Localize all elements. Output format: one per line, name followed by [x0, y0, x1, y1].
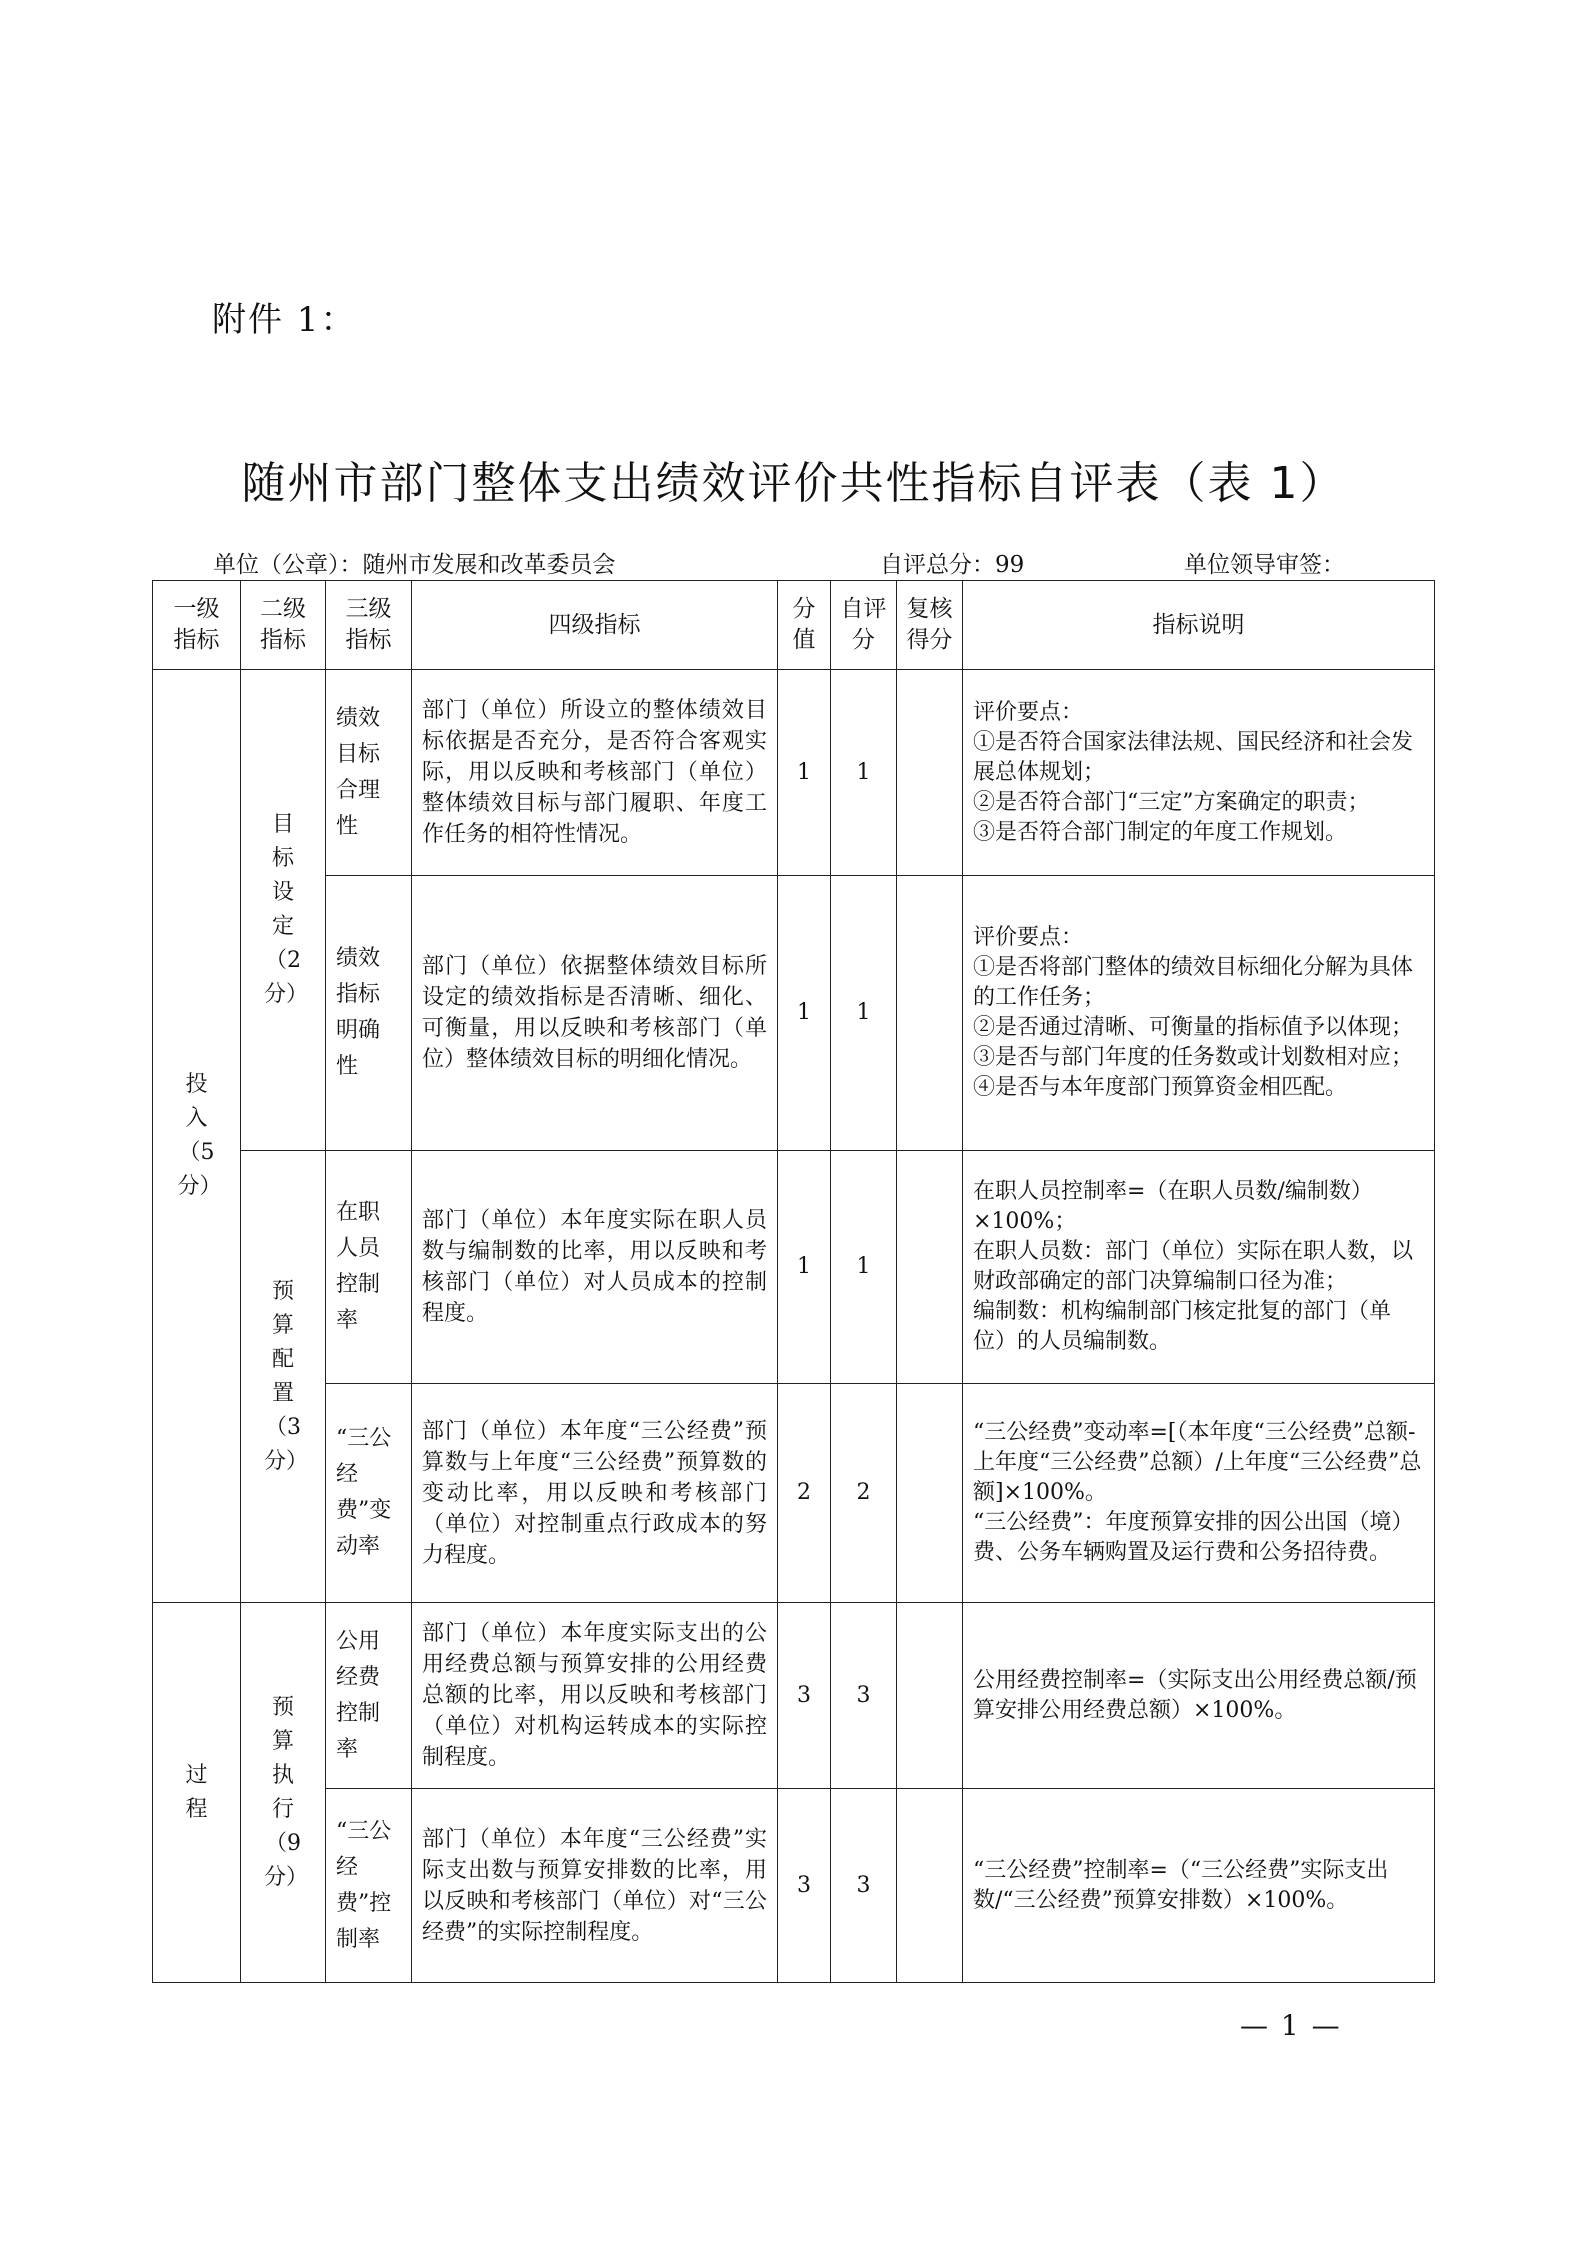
unit-name: 单位（公章）：随州市发展和改革委员会: [213, 552, 616, 578]
level4-cell: 部门（单位）本年度实际在职人员数与编制数的比率，用以反映和考核部门（单位）对人员成本的控制程度。: [412, 1151, 778, 1384]
level2-target-setting: 目标设定（2分）: [241, 670, 326, 1151]
note-line: 公用经费控制率=（实际支出公用经费总额/预算安排公用经费总额）×100%。: [973, 1667, 1417, 1723]
value-cell: 2: [778, 1384, 831, 1603]
description-cell: [963, 1789, 1435, 1983]
level4-cell: 部门（单位）本年度实际支出的公用经费总额与预算安排的公用经费总额的比率，用以反映和考核部门（单位）对机构运转成本的实际控制程度。: [412, 1603, 778, 1789]
header-level3: 三级指标: [326, 581, 412, 670]
description-cell: [963, 1384, 1435, 1603]
table-row: [153, 876, 1435, 1151]
review-score-cell: [897, 670, 963, 876]
self-score-cell: 1: [831, 1151, 897, 1384]
note-line: ②是否通过清晰、可衡量的指标值予以体现；: [973, 1015, 1414, 1040]
page-title: 随州市部门整体支出绩效评价共性指标自评表（表 1）: [241, 458, 1346, 509]
self-score-cell: 3: [831, 1603, 897, 1789]
total-score: 自评总分：99: [880, 552, 1025, 578]
review-score-cell: [897, 1603, 963, 1789]
level3-cell: 公用经费控制率: [326, 1603, 412, 1789]
level4-cell: 部门（单位）本年度“三公经费”实际支出数与预算安排数的比率，用以反映和考核部门（单位）对“三公经费”的实际控制程度。: [412, 1789, 778, 1983]
description-cell: [963, 876, 1435, 1151]
value-cell: 3: [778, 1789, 831, 1983]
note-line: 编制数：机构编制部门核定批复的部门（单位）的人员编制数。: [973, 1299, 1392, 1354]
value-cell: 3: [778, 1603, 831, 1789]
header-value: 分值: [778, 581, 831, 670]
review-score-cell: [897, 1789, 963, 1983]
level4-cell: 部门（单位）所设立的整体绩效目标依据是否充分，是否符合客观实际，用以反映和考核部门（单位）整体绩效目标与部门履职、年度工作任务的相符性情况。: [412, 670, 778, 876]
note-line: ③是否符合部门制定的年度工作规划。: [973, 819, 1348, 845]
evaluation-table: [152, 580, 1435, 1983]
note-line: 在职人员数：部门（单位）实际在职人数，以财政部确定的部门决算编制口径为准；: [973, 1239, 1414, 1294]
review-score-cell: [897, 1384, 963, 1603]
header-level1: 一级指标: [153, 581, 241, 670]
header-level2: 二级指标: [241, 581, 326, 670]
page-number: — 1 —: [1240, 2009, 1342, 2042]
level1-process: 过程: [153, 1603, 241, 1983]
level3-cell: “三公经费”变动率: [326, 1384, 412, 1603]
note-line: ①是否符合国家法律法规、国民经济和社会发展总体规划；: [973, 729, 1414, 785]
level3-cell: “三公经费”控制率: [326, 1789, 412, 1983]
note-line: ①是否将部门整体的绩效目标细化分解为具体的工作任务；: [973, 955, 1414, 1010]
table-row: [153, 1151, 1435, 1384]
header-self-score: 自评分: [831, 581, 897, 670]
review-score-cell: [897, 1151, 963, 1384]
table-row: [153, 670, 1435, 876]
note-line: ③是否与部门年度的任务数或计划数相对应；: [973, 1045, 1414, 1070]
header-review-score: 复核得分: [897, 581, 963, 670]
self-score-cell: 1: [831, 876, 897, 1151]
note-line: 评价要点：: [973, 699, 1084, 725]
level3-cell: 绩效目标合理性: [326, 670, 412, 876]
note-line: ②是否符合部门“三定”方案确定的职责；: [973, 789, 1370, 815]
value-cell: 1: [778, 1151, 831, 1384]
note-line: “三公经费”控制率=（“三公经费”实际支出数/“三公经费”预算安排数）×100%。: [973, 1857, 1389, 1913]
level4-cell: 部门（单位）依据整体绩效目标所设定的绩效指标是否清晰、细化、可衡量，用以反映和考核部门（单位）整体绩效目标的明细化情况。: [412, 876, 778, 1151]
self-score-cell: 1: [831, 670, 897, 876]
attachment-label: 附件 1：: [212, 300, 357, 340]
level2-budget-allocation: 预算配置（3分）: [241, 1151, 326, 1603]
level1-input: 投入（5分）: [153, 670, 241, 1603]
header-row: [153, 581, 1435, 670]
value-cell: 1: [778, 876, 831, 1151]
description-cell: [963, 1151, 1435, 1384]
note-line: ④是否与本年度部门预算资金相匹配。: [973, 1075, 1348, 1100]
level4-cell: 部门（单位）本年度“三公经费”预算数与上年度“三公经费”预算数的变动比率，用以反映和考核部门（单位）对控制重点行政成本的努力程度。: [412, 1384, 778, 1603]
note-line: 评价要点：: [973, 925, 1084, 950]
value-cell: 1: [778, 670, 831, 876]
description-cell: [963, 1603, 1435, 1789]
note-line: 在职人员控制率=（在职人员数/编制数）×100%；: [973, 1179, 1373, 1234]
self-score-cell: 3: [831, 1789, 897, 1983]
level3-cell: 绩效指标明确性: [326, 876, 412, 1151]
header-description: 指标说明: [963, 581, 1435, 670]
level2-budget-execution: 预算执行（9分）: [241, 1603, 326, 1983]
table-row: [153, 1789, 1435, 1983]
table-row: [153, 1384, 1435, 1603]
description-cell: [963, 670, 1435, 876]
note-line: “三公经费”变动率=[（本年度“三公经费”总额-上年度“三公经费”总额）/上年度“三公经费”总额]×100%。: [973, 1420, 1422, 1505]
self-score-cell: 2: [831, 1384, 897, 1603]
level3-cell: 在职人员控制率: [326, 1151, 412, 1384]
table-row: [153, 1603, 1435, 1789]
leader-signature: 单位领导审签：: [1184, 552, 1345, 578]
note-line: “三公经费”：年度预算安排的因公出国（境）费、公务车辆购置及运行费和公务招待费。: [973, 1510, 1414, 1565]
header-level4: 四级指标: [412, 581, 778, 670]
review-score-cell: [897, 876, 963, 1151]
